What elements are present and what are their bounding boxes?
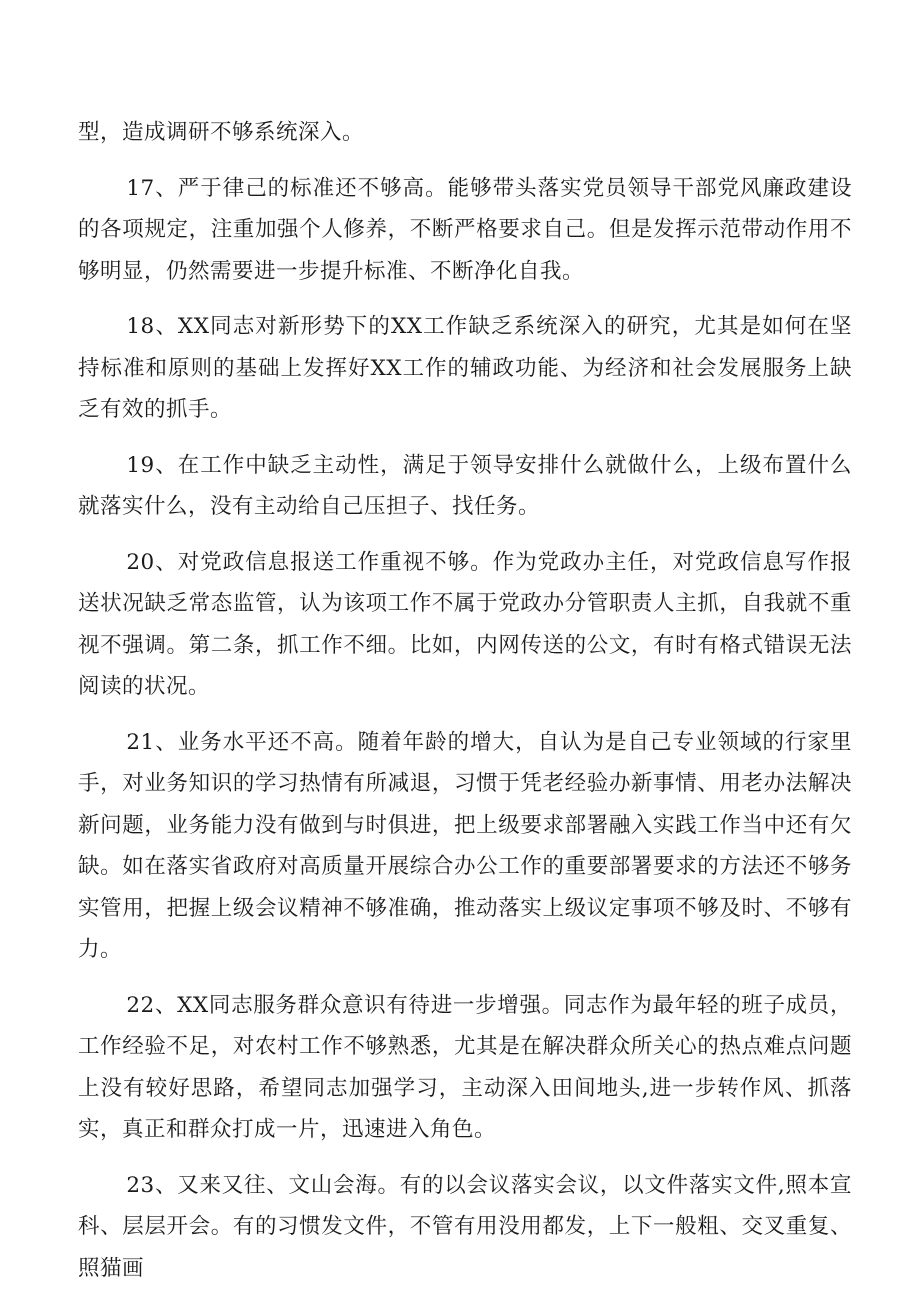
paragraph-item-21: 21、业务水平还不高。随着年龄的增大，自认为是自己专业领域的行家里手，对业务知识的学习热情有所减退，习惯于凭老经验办新事情、用老办法解决新问题，业务能力没有做到与时俱进，把上级要求部署融入实践工作当中还有欠缺。如在落实省政府对高质量开展综合办公工作的重要部署要求的方法还不够务实管用，把握上级会议精神不够准确，推动落实上级议定事项不够及时、不够有力。 [78, 729, 852, 962]
paragraph-item-20: 20、对党政信息报送工作重视不够。作为党政办主任，对党政信息写作报送状况缺乏常态监管，认为该项工作不属于党政办分管职责人主抓，自我就不重视不强调。第二条，抓工作不细。比如，内网传送的公文，有时有格式错误无法阅读的状况。 [78, 549, 852, 699]
paragraph-continuation: 型，造成调研不够系统深入。 [78, 120, 365, 145]
document-page [78, 112, 852, 1289]
paragraph-item-18: 18、XX同志对新形势下的XX工作缺乏系统深入的研究，尤其是如何在坚持标准和原则的基础上发挥好XX工作的辅政功能、为经济和社会发展服务上缺乏有效的抓手。 [78, 314, 852, 422]
paragraph-item-22: 22、XX同志服务群众意识有待进一步增强。同志作为最年轻的班子成员，工作经验不足，对农村工作不够熟悉，尤其是在解决群众所关心的热点难点问题上没有较好思路，希望同志加强学习，主动深入田间地头,进一步转作风、抓落实，真正和群众打成一片，迅速进入角色。 [78, 992, 852, 1142]
paragraph-item-23: 23、又来又往、文山会海。有的以会议落实会议，以文件落实文件,照本宣科、层层开会。有的习惯发文件，不管有用没用都发，上下一般粗、交叉重复、照猫画 [78, 1172, 852, 1281]
paragraph-item-17: 17、严于律己的标准还不够高。能够带头落实党员领导干部党风廉政建设的各项规定，注重加强个人修养，不断严格要求自己。但是发挥示范带动作用不够明显，仍然需要进一步提升标准、不断净化自我。 [78, 175, 852, 284]
paragraph-item-19: 19、在工作中缺乏主动性，满足于领导安排什么就做什么，上级布置什么就落实什么，没有主动给自己压担子、找任务。 [78, 452, 852, 519]
